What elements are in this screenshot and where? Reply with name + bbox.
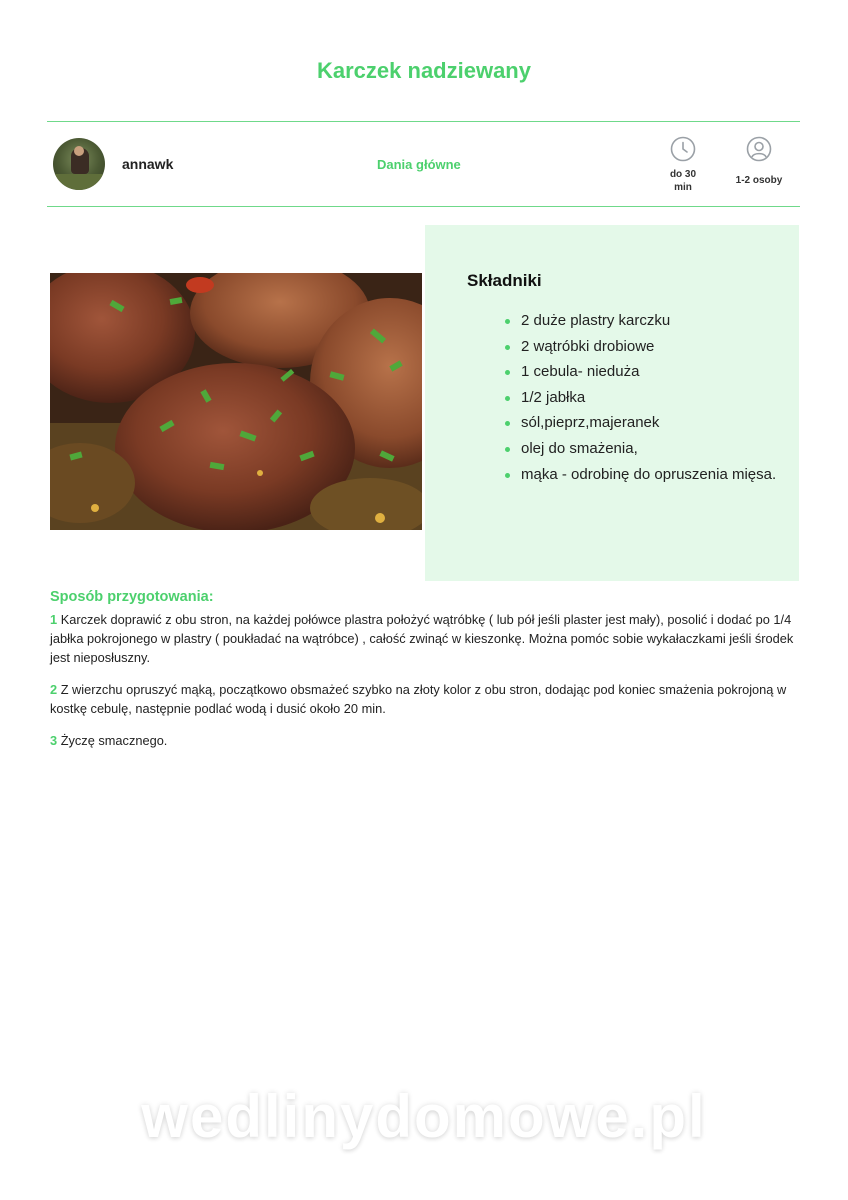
bullet: [505, 447, 510, 452]
method-step: [50, 731, 800, 750]
method-step: [50, 610, 800, 667]
recipe-photo: [50, 273, 422, 530]
bullet: [505, 396, 510, 401]
ingredient-item: mąka - odrobinę do opruszenia mięsa.: [481, 462, 781, 488]
method-steps: [50, 610, 800, 763]
author-avatar[interactable]: [53, 138, 105, 190]
ingredients-heading: Składniki: [467, 271, 542, 290]
method-step: [50, 680, 800, 718]
step-text: Z wierzchu opruszyć mąką, początkowo obsmażeć szybko na złoty kolor z obu stron, dodając pod koniec smażenia pokrojoną w kostkę cebulę, następnie podlać wodą i dusić około 20 min.: [50, 682, 787, 716]
ingredients-list: [481, 308, 781, 487]
bullet: [505, 370, 510, 375]
ingredient-item: 2 wątróbki drobiowe: [481, 334, 781, 360]
step-number: 2: [50, 682, 58, 697]
person-icon: [746, 136, 772, 162]
bullet: [505, 319, 510, 324]
author-name[interactable]: annawk: [122, 156, 174, 172]
bullet: [505, 473, 510, 478]
step-number: 1: [50, 612, 58, 627]
step-text: Karczek doprawić z obu stron, na każdej połówce plastra położyć wątróbkę ( lub pół jeśli plaster jest mały), posolić i dodać po 1/4 jabłka pokrojonego w plastry ( poukładać na wątróbce) , całość zwinąć w kieszonkę. Można pomóc sobie wykałaczkami jeśli środek jest nieposłuszny.: [50, 612, 794, 665]
bullet: [505, 345, 510, 350]
ingredient-item: 1 cebula- nieduża: [481, 359, 781, 385]
step-text: Życzę smacznego.: [60, 733, 168, 748]
ingredient-item: olej do smażenia,: [481, 436, 781, 462]
site-watermark: wedlinydomowe.pl: [141, 1083, 707, 1150]
clock-icon: [670, 136, 696, 162]
ingredient-item: 2 duże plastry karczku: [481, 308, 781, 334]
recipe-meta-bar: [47, 121, 800, 207]
method-heading: Sposób przygotowania:: [50, 589, 214, 605]
servings: [729, 136, 789, 187]
prep-time-value: do 30: [669, 169, 697, 180]
ingredients-panel: [425, 225, 799, 581]
servings-value: 1-2 osoby: [735, 175, 783, 186]
bullet: [505, 421, 510, 426]
prep-time-unit: min: [674, 182, 692, 193]
ingredient-item: 1/2 jabłka: [481, 385, 781, 411]
prep-time: [653, 136, 713, 194]
ingredient-item: sól,pieprz,majeranek: [481, 410, 781, 436]
step-number: 3: [50, 733, 58, 748]
recipe-title: Karczek nadziewany: [317, 58, 531, 83]
recipe-category[interactable]: Dania główne: [377, 157, 461, 172]
